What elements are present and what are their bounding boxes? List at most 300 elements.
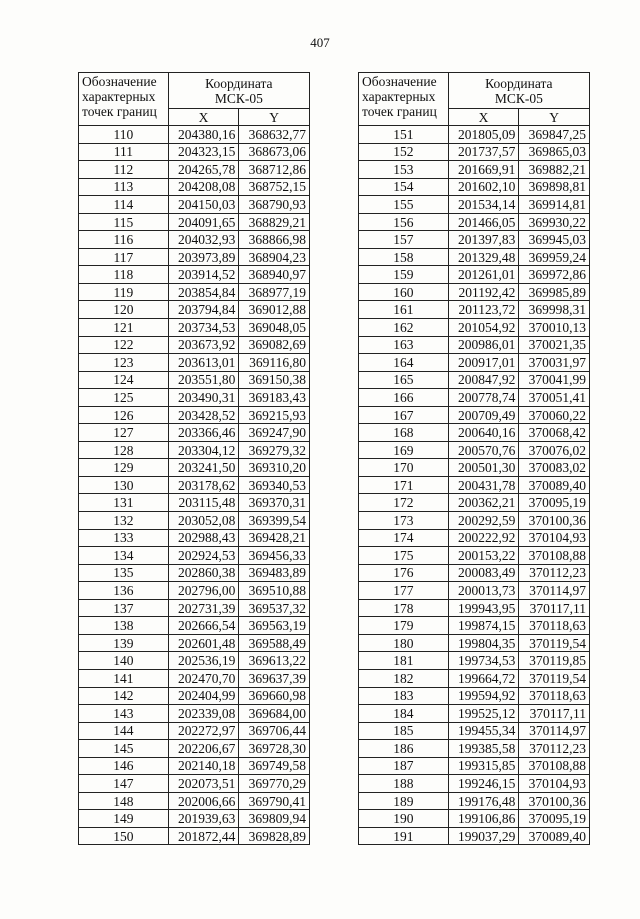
point-number: 146 [79, 757, 169, 775]
table-row [359, 564, 590, 582]
x-coordinate: 202006,66 [168, 792, 239, 810]
table-row [359, 687, 590, 705]
x-coordinate: 199455,34 [448, 722, 519, 740]
x-coordinate: 199246,15 [448, 775, 519, 793]
x-coordinate: 201737,57 [448, 143, 519, 161]
x-coordinate: 201466,05 [448, 213, 519, 231]
x-coordinate: 204208,08 [168, 178, 239, 196]
x-coordinate: 204265,78 [168, 161, 239, 179]
table-row [79, 371, 310, 389]
y-coordinate: 370119,85 [519, 652, 590, 670]
x-coordinate: 200570,76 [448, 441, 519, 459]
table-row [79, 231, 310, 249]
y-coordinate: 369428,21 [239, 529, 310, 547]
table-row [359, 126, 590, 144]
y-coordinate: 370100,36 [519, 792, 590, 810]
y-coordinate: 370076,02 [519, 441, 590, 459]
point-number: 170 [359, 459, 449, 477]
table-row [79, 722, 310, 740]
table-row [79, 161, 310, 179]
point-number: 158 [359, 248, 449, 266]
table-row [359, 424, 590, 442]
point-number: 181 [359, 652, 449, 670]
table-row [79, 213, 310, 231]
point-number: 121 [79, 319, 169, 337]
point-number: 144 [79, 722, 169, 740]
x-coordinate: 203241,50 [168, 459, 239, 477]
point-number: 115 [79, 213, 169, 231]
y-coordinate: 370114,97 [519, 582, 590, 600]
point-number: 167 [359, 406, 449, 424]
x-coordinate: 201261,01 [448, 266, 519, 284]
table-row [79, 564, 310, 582]
point-number: 142 [79, 687, 169, 705]
table-row [79, 283, 310, 301]
table-row [359, 705, 590, 723]
y-coordinate: 370051,41 [519, 389, 590, 407]
y-coordinate: 370104,93 [519, 529, 590, 547]
y-coordinate: 368904,23 [239, 248, 310, 266]
point-number: 120 [79, 301, 169, 319]
column-header-coordinate [168, 73, 309, 109]
x-coordinate: 201192,42 [448, 283, 519, 301]
y-coordinate: 370060,22 [519, 406, 590, 424]
y-coordinate: 370117,11 [519, 705, 590, 723]
point-number: 160 [359, 283, 449, 301]
y-coordinate: 368752,15 [239, 178, 310, 196]
table-row [359, 143, 590, 161]
point-number: 127 [79, 424, 169, 442]
y-coordinate: 369340,53 [239, 476, 310, 494]
x-coordinate: 200083,49 [448, 564, 519, 582]
table-row [359, 669, 590, 687]
x-coordinate: 202206,67 [168, 740, 239, 758]
point-number: 124 [79, 371, 169, 389]
column-header-y: Y [239, 109, 310, 126]
x-coordinate: 202796,00 [168, 582, 239, 600]
y-coordinate: 369399,54 [239, 512, 310, 530]
point-number: 183 [359, 687, 449, 705]
x-coordinate: 199664,72 [448, 669, 519, 687]
y-coordinate: 369588,49 [239, 634, 310, 652]
point-number: 130 [79, 476, 169, 494]
y-coordinate: 370104,93 [519, 775, 590, 793]
y-coordinate: 369959,24 [519, 248, 590, 266]
point-number: 134 [79, 547, 169, 565]
point-number: 164 [359, 354, 449, 372]
x-coordinate: 199037,29 [448, 827, 519, 845]
table-row [359, 266, 590, 284]
point-number: 152 [359, 143, 449, 161]
y-coordinate: 369790,41 [239, 792, 310, 810]
point-number: 149 [79, 810, 169, 828]
x-coordinate: 202988,43 [168, 529, 239, 547]
x-coordinate: 202860,38 [168, 564, 239, 582]
x-coordinate: 201054,92 [448, 319, 519, 337]
point-number: 184 [359, 705, 449, 723]
x-coordinate: 201123,72 [448, 301, 519, 319]
y-coordinate: 369809,94 [239, 810, 310, 828]
y-coordinate: 369537,32 [239, 599, 310, 617]
y-coordinate: 369310,20 [239, 459, 310, 477]
point-number: 147 [79, 775, 169, 793]
table-row [359, 441, 590, 459]
table-row [359, 459, 590, 477]
y-coordinate: 369945,03 [519, 231, 590, 249]
x-coordinate: 202272,97 [168, 722, 239, 740]
point-number: 171 [359, 476, 449, 494]
x-coordinate: 203794,84 [168, 301, 239, 319]
y-coordinate: 369898,81 [519, 178, 590, 196]
y-coordinate: 370095,19 [519, 810, 590, 828]
table-row [359, 301, 590, 319]
x-coordinate: 200431,78 [448, 476, 519, 494]
x-coordinate: 203673,92 [168, 336, 239, 354]
table-row [359, 319, 590, 337]
y-coordinate: 369847,25 [519, 126, 590, 144]
y-coordinate: 369706,44 [239, 722, 310, 740]
point-number: 136 [79, 582, 169, 600]
y-coordinate: 370021,35 [519, 336, 590, 354]
point-number: 168 [359, 424, 449, 442]
table-row [359, 196, 590, 214]
table-row [79, 582, 310, 600]
table-row [359, 213, 590, 231]
coordinates-table-right [358, 72, 590, 845]
y-coordinate: 370031,97 [519, 354, 590, 372]
y-coordinate: 370100,36 [519, 512, 590, 530]
y-coordinate: 370089,40 [519, 827, 590, 845]
table-row [359, 792, 590, 810]
y-coordinate: 370119,54 [519, 634, 590, 652]
page-number: 407 [310, 35, 330, 50]
x-coordinate: 199315,85 [448, 757, 519, 775]
x-coordinate: 199943,95 [448, 599, 519, 617]
table-row [79, 178, 310, 196]
table-row [359, 617, 590, 635]
y-coordinate: 369150,38 [239, 371, 310, 389]
table-row [359, 547, 590, 565]
x-coordinate: 204032,93 [168, 231, 239, 249]
point-number: 189 [359, 792, 449, 810]
point-number: 178 [359, 599, 449, 617]
table-row [79, 634, 310, 652]
table-row [79, 512, 310, 530]
coordinate-title: Координата [205, 75, 273, 91]
x-coordinate: 203734,53 [168, 319, 239, 337]
x-coordinate: 203178,62 [168, 476, 239, 494]
x-coordinate: 203854,84 [168, 283, 239, 301]
table-row [79, 687, 310, 705]
x-coordinate: 203613,01 [168, 354, 239, 372]
table-row [79, 406, 310, 424]
x-coordinate: 202666,54 [168, 617, 239, 635]
y-coordinate: 370108,88 [519, 757, 590, 775]
point-number: 126 [79, 406, 169, 424]
x-coordinate: 199106,86 [448, 810, 519, 828]
point-number: 111 [79, 143, 169, 161]
y-coordinate: 369116,80 [239, 354, 310, 372]
point-number: 180 [359, 634, 449, 652]
y-coordinate: 369510,88 [239, 582, 310, 600]
table-row [359, 371, 590, 389]
x-coordinate: 202470,70 [168, 669, 239, 687]
table-row [79, 810, 310, 828]
x-coordinate: 201397,83 [448, 231, 519, 249]
y-coordinate: 369370,31 [239, 494, 310, 512]
x-coordinate: 201329,48 [448, 248, 519, 266]
table-row [79, 301, 310, 319]
x-coordinate: 199594,92 [448, 687, 519, 705]
point-number: 165 [359, 371, 449, 389]
y-coordinate: 368712,86 [239, 161, 310, 179]
point-number: 187 [359, 757, 449, 775]
y-coordinate: 370089,40 [519, 476, 590, 494]
table-row [79, 617, 310, 635]
point-number: 135 [79, 564, 169, 582]
table-row [79, 336, 310, 354]
table-row [79, 705, 310, 723]
column-header-x: X [448, 109, 519, 126]
table-row [359, 652, 590, 670]
y-coordinate: 369215,93 [239, 406, 310, 424]
table-row [359, 740, 590, 758]
x-coordinate: 202731,39 [168, 599, 239, 617]
table-row [79, 529, 310, 547]
point-number: 145 [79, 740, 169, 758]
point-number: 116 [79, 231, 169, 249]
point-number: 191 [359, 827, 449, 845]
x-coordinate: 203973,89 [168, 248, 239, 266]
y-coordinate: 370108,88 [519, 547, 590, 565]
table-row [359, 161, 590, 179]
table-row [359, 283, 590, 301]
point-number: 162 [359, 319, 449, 337]
y-coordinate: 370010,13 [519, 319, 590, 337]
x-coordinate: 201669,91 [448, 161, 519, 179]
table-row [359, 178, 590, 196]
table-row [79, 354, 310, 372]
table-row [79, 599, 310, 617]
x-coordinate: 200222,92 [448, 529, 519, 547]
point-number: 182 [359, 669, 449, 687]
point-number: 154 [359, 178, 449, 196]
x-coordinate: 204150,03 [168, 196, 239, 214]
table-row [79, 757, 310, 775]
point-number: 122 [79, 336, 169, 354]
y-coordinate: 370083,02 [519, 459, 590, 477]
column-header-y: Y [519, 109, 590, 126]
point-number: 143 [79, 705, 169, 723]
y-coordinate: 370068,42 [519, 424, 590, 442]
x-coordinate: 200292,59 [448, 512, 519, 530]
x-coordinate: 202601,48 [168, 634, 239, 652]
x-coordinate: 199874,15 [448, 617, 519, 635]
y-coordinate: 369770,29 [239, 775, 310, 793]
y-coordinate: 369660,98 [239, 687, 310, 705]
point-number: 119 [79, 283, 169, 301]
x-coordinate: 201534,14 [448, 196, 519, 214]
column-header-x: X [168, 109, 239, 126]
x-coordinate: 204091,65 [168, 213, 239, 231]
point-number: 129 [79, 459, 169, 477]
y-coordinate: 369637,39 [239, 669, 310, 687]
point-number: 179 [359, 617, 449, 635]
x-coordinate: 200501,30 [448, 459, 519, 477]
x-coordinate: 203115,48 [168, 494, 239, 512]
table-row [359, 582, 590, 600]
table-row [79, 441, 310, 459]
y-coordinate: 370114,97 [519, 722, 590, 740]
coordinate-title: Координата [485, 75, 553, 91]
table-row [359, 722, 590, 740]
x-coordinate: 200709,49 [448, 406, 519, 424]
y-coordinate: 369930,22 [519, 213, 590, 231]
point-number: 133 [79, 529, 169, 547]
y-coordinate: 368866,98 [239, 231, 310, 249]
y-coordinate: 370112,23 [519, 564, 590, 582]
x-coordinate: 203490,31 [168, 389, 239, 407]
y-coordinate: 370117,11 [519, 599, 590, 617]
table-row [359, 634, 590, 652]
table-row [359, 336, 590, 354]
table-row [79, 143, 310, 161]
x-coordinate: 199804,35 [448, 634, 519, 652]
table-row [79, 669, 310, 687]
x-coordinate: 200847,92 [448, 371, 519, 389]
y-coordinate: 370112,23 [519, 740, 590, 758]
x-coordinate: 202404,99 [168, 687, 239, 705]
table-row [359, 354, 590, 372]
y-coordinate: 368940,97 [239, 266, 310, 284]
x-coordinate: 199734,53 [448, 652, 519, 670]
point-number: 137 [79, 599, 169, 617]
x-coordinate: 201872,44 [168, 827, 239, 845]
x-coordinate: 202339,08 [168, 705, 239, 723]
table-row [79, 196, 310, 214]
point-number: 163 [359, 336, 449, 354]
table-row [359, 827, 590, 845]
point-number: 175 [359, 547, 449, 565]
x-coordinate: 202536,19 [168, 652, 239, 670]
y-coordinate: 370041,99 [519, 371, 590, 389]
table-row [79, 424, 310, 442]
point-number: 125 [79, 389, 169, 407]
y-coordinate: 369563,19 [239, 617, 310, 635]
table-row [79, 476, 310, 494]
y-coordinate: 369048,05 [239, 319, 310, 337]
x-coordinate: 199525,12 [448, 705, 519, 723]
x-coordinate: 203304,12 [168, 441, 239, 459]
x-coordinate: 200986,01 [448, 336, 519, 354]
y-coordinate: 369914,81 [519, 196, 590, 214]
y-coordinate: 368632,77 [239, 126, 310, 144]
table-row [79, 547, 310, 565]
x-coordinate: 204323,15 [168, 143, 239, 161]
table-row [79, 126, 310, 144]
coordinate-system: МСК-05 [494, 90, 543, 106]
point-number: 131 [79, 494, 169, 512]
point-number: 190 [359, 810, 449, 828]
point-number: 176 [359, 564, 449, 582]
point-number: 177 [359, 582, 449, 600]
table-row [359, 599, 590, 617]
y-coordinate: 368673,06 [239, 143, 310, 161]
point-number: 138 [79, 617, 169, 635]
point-number: 118 [79, 266, 169, 284]
point-number: 156 [359, 213, 449, 231]
point-number: 139 [79, 634, 169, 652]
column-header-coordinate [448, 73, 589, 109]
point-number: 112 [79, 161, 169, 179]
table-row [79, 248, 310, 266]
point-number: 159 [359, 266, 449, 284]
table-row [79, 266, 310, 284]
point-number: 151 [359, 126, 449, 144]
y-coordinate: 369456,33 [239, 547, 310, 565]
y-coordinate: 369865,03 [519, 143, 590, 161]
y-coordinate: 369998,31 [519, 301, 590, 319]
table-row [79, 792, 310, 810]
point-number: 155 [359, 196, 449, 214]
y-coordinate: 369749,58 [239, 757, 310, 775]
point-number: 186 [359, 740, 449, 758]
table-row [79, 319, 310, 337]
x-coordinate: 200153,22 [448, 547, 519, 565]
table-row [79, 459, 310, 477]
point-number: 161 [359, 301, 449, 319]
y-coordinate: 369183,43 [239, 389, 310, 407]
x-coordinate: 202073,51 [168, 775, 239, 793]
table-row [359, 512, 590, 530]
x-coordinate: 203052,08 [168, 512, 239, 530]
y-coordinate: 369247,90 [239, 424, 310, 442]
y-coordinate: 369882,21 [519, 161, 590, 179]
y-coordinate: 368790,93 [239, 196, 310, 214]
point-number: 174 [359, 529, 449, 547]
table-row [79, 827, 310, 845]
x-coordinate: 201939,63 [168, 810, 239, 828]
y-coordinate: 369985,89 [519, 283, 590, 301]
x-coordinate: 199385,58 [448, 740, 519, 758]
point-number: 173 [359, 512, 449, 530]
x-coordinate: 200917,01 [448, 354, 519, 372]
point-number: 150 [79, 827, 169, 845]
point-number: 188 [359, 775, 449, 793]
x-coordinate: 203914,52 [168, 266, 239, 284]
x-coordinate: 202924,53 [168, 547, 239, 565]
y-coordinate: 369828,89 [239, 827, 310, 845]
y-coordinate: 370119,54 [519, 669, 590, 687]
column-header-point-label: Обозначение характерных точек границ [79, 73, 169, 126]
y-coordinate: 369012,88 [239, 301, 310, 319]
table-row [359, 389, 590, 407]
point-number: 114 [79, 196, 169, 214]
y-coordinate: 369684,00 [239, 705, 310, 723]
table-row [79, 740, 310, 758]
x-coordinate: 200362,21 [448, 494, 519, 512]
point-number: 185 [359, 722, 449, 740]
table-row [359, 757, 590, 775]
y-coordinate: 370118,63 [519, 687, 590, 705]
y-coordinate: 369082,69 [239, 336, 310, 354]
point-number: 110 [79, 126, 169, 144]
table-row [359, 810, 590, 828]
table-row [359, 775, 590, 793]
x-coordinate: 200013,73 [448, 582, 519, 600]
point-number: 153 [359, 161, 449, 179]
y-coordinate: 369483,89 [239, 564, 310, 582]
